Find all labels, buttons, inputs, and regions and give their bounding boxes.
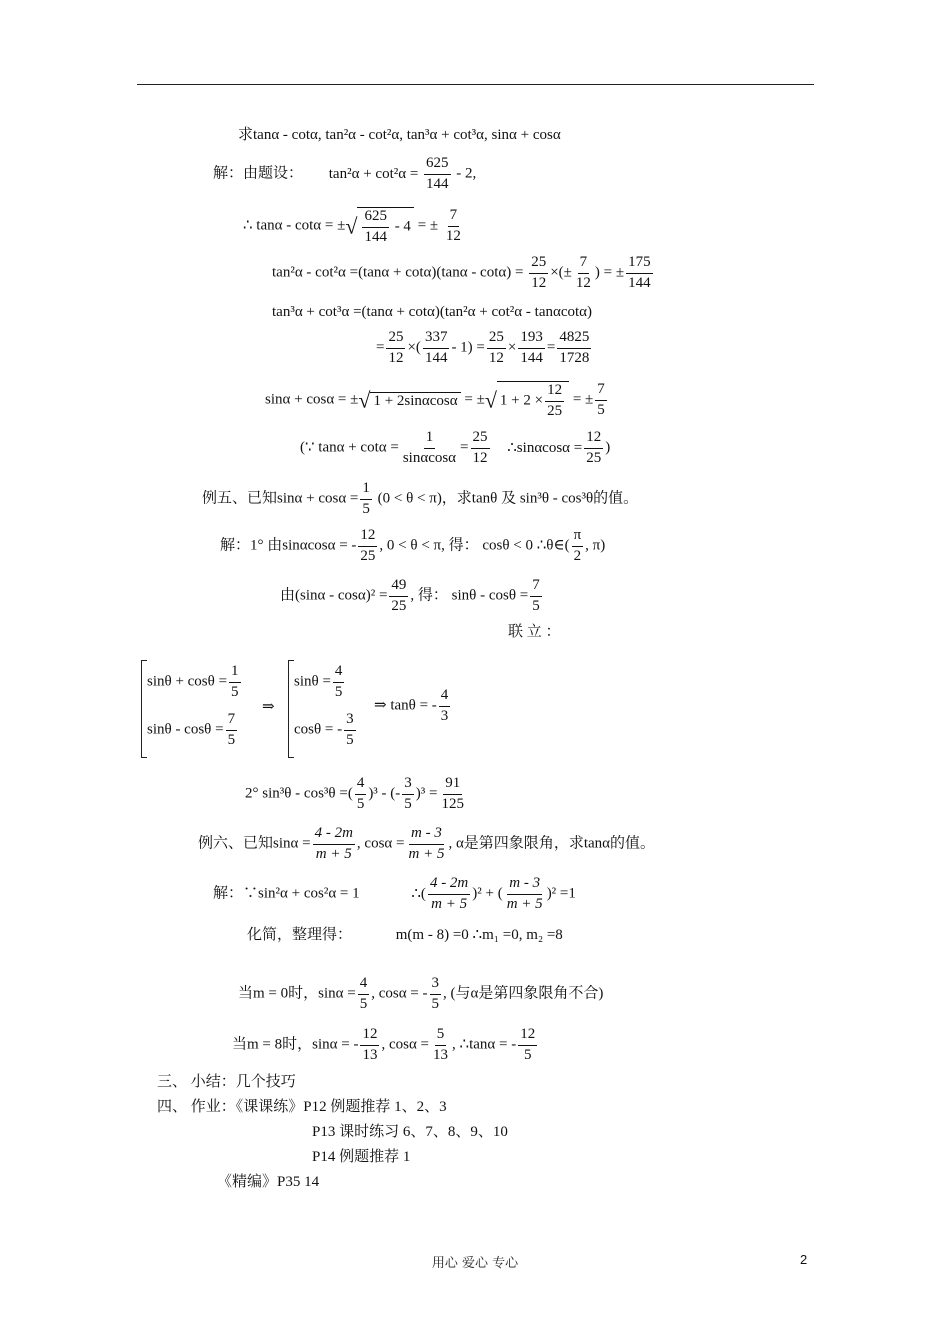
fraction: $\frac{25}{12}$ [531, 254, 547, 291]
fraction: $\frac{25}{12}$ [472, 429, 488, 466]
fraction: $\frac{m - 3}{m + 5}$ [408, 825, 445, 862]
example-six-case-1: 当m = 0时，sinα = $\frac{4}{5}$ , cosα = - $\frac{3}{5}$ , (与α是第四象限角不合) [238, 975, 604, 1012]
section-homework: 四、 作业：《课课练》P12 例题推荐 1、2、3 [157, 1099, 447, 1115]
fraction: $\frac{7}{5}$ [532, 577, 540, 614]
solution-step-5: = $\frac{25}{12}$ ×( $\frac{337}{144}$ - 1) = $\frac{25}{12}$ × $\frac{193}{144}$ = $\frac{4825}{1728}$ [376, 329, 590, 366]
fraction: $\frac{49}{25}$ [391, 577, 407, 614]
fraction: $\frac{25}{12}$ [388, 329, 404, 366]
example-six-solution-1: 解：∵sin²α + cos²α = 1 ∴( $\frac{4 - 2m}{m + 5}$ )² + ( $\frac{m - 3}{m + 5}$ )² =1 [213, 875, 576, 912]
implies-arrow-icon: ⇒ [262, 699, 275, 715]
expression: tan³α + cot³α =(tanα + cotα)(tan²α + cot²α - tanαcotα) [272, 304, 593, 320]
sqrt-body: 1 + 2 × $\frac{12}{25}$ [497, 381, 569, 420]
page-footer: 用心 爱心 专心 [431, 1256, 519, 1271]
fraction: $\frac{7}{12}$ [575, 254, 591, 291]
expression: ∴ tanα - cotα = ± [243, 217, 346, 234]
fraction: $\frac{12}{5}$ [520, 1026, 536, 1063]
system-1-eq-1: sinθ + cosθ = $\frac{1}{5}$ [147, 663, 239, 700]
fraction: $\frac{4}{3}$ [440, 687, 449, 724]
solution-step-2 [243, 207, 465, 246]
example-five: 例五、已知sinα + cosα = $\frac{1}{5}$ (0 < θ < π)，求tanθ 及 sin³θ - cos³θ的值。 [202, 480, 639, 517]
example-six-case-2: 当m = 8时，sinα = - $\frac{12}{13}$ , cosα = $\frac{5}{13}$ , ∴tanα = - $\frac{12}{5}$ [232, 1026, 536, 1063]
solution-step-1 [213, 156, 476, 193]
fraction: $\frac{4825}{1728}$ [559, 329, 590, 366]
fraction: $\frac{25}{12}$ [488, 329, 504, 366]
sqrt-icon: √ [358, 387, 371, 413]
header-rule [137, 84, 814, 85]
problem-list [238, 128, 561, 143]
fraction: $\frac{\pi}{2}$ [573, 527, 582, 564]
example-six: 例六、已知sinα = $\frac{4 - 2m}{m + 5}$ , cosα = $\frac{m - 3}{m + 5}$ , α是第四象限角，求tanα的值。 [198, 825, 655, 862]
solution-step-7: (∵ tanα + cotα = $\frac{1}{\sin\alpha\cos\alpha}$ = $\frac{25}{12}$ ∴sinαcosα = $\frac{12}{25}$ ) [300, 429, 611, 466]
homework-item: P14 例题推荐 1 [312, 1149, 411, 1165]
system-2-eq-2: cosθ = - $\frac{3}{5}$ [294, 711, 354, 748]
left-brace-icon [288, 660, 289, 758]
left-brace-icon [141, 660, 142, 758]
solution-label: 解：由题设： [213, 165, 304, 182]
homework-item: P13 课时练习 6、7、8、9、10 [312, 1124, 508, 1140]
homework-item: 《精编》P35 14 [217, 1174, 320, 1190]
expression: = ± [417, 217, 439, 234]
example-five-solution-1: 解：1° 由sinαcosα = - $\frac{12}{25}$ , 0 < θ < π, 得： cosθ < 0 ∴θ∈( $\frac{\pi}{2}$ , π) [220, 527, 606, 564]
fraction: $\frac{4 - 2m}{m + 5}$ [429, 875, 469, 912]
fraction: $\frac{3}{5}$ [346, 711, 354, 748]
sqrt-icon: √ [484, 387, 497, 413]
expression: tan²α + cot²α = [328, 165, 419, 182]
sqrt-icon: √ [345, 213, 358, 239]
fraction: $\frac{12}{25}$ [586, 429, 602, 466]
section-summary: 三、 小结：几个技巧 [157, 1074, 296, 1090]
sqrt-body: 1 + 2sinαcosα [370, 392, 460, 409]
fraction: $\frac{7}{5}$ [597, 381, 605, 418]
fraction: $\frac{12}{13}$ [362, 1026, 378, 1063]
fraction: $\frac{1}{5}$ [231, 663, 239, 700]
fraction: $\frac{175}{144}$ [628, 254, 651, 291]
fraction: $\frac{337}{144}$ [424, 329, 448, 366]
expression-tail: - 2, [456, 165, 477, 182]
fraction: $\frac{193}{144}$ [520, 329, 543, 366]
fraction: $\frac{3}{5}$ [431, 975, 440, 1012]
fraction: $\frac{625}{144}$ [426, 155, 449, 192]
fraction: $\frac{1}{\sin\alpha\cos\alpha}$ [402, 429, 457, 466]
solution-step-3: tan²α - cot²α =(tanα + cotα)(tanα - cotα) = $\frac{25}{12}$ ×(± $\frac{7}{12}$ ) = ± $\frac{175}{144}$ [272, 254, 651, 291]
fraction: $\frac{12}{25}$ [360, 527, 376, 564]
combine-label: 联 立 ： [508, 624, 561, 640]
fraction: $\frac{4}{5}$ [334, 663, 343, 700]
solution-step-4 [272, 305, 592, 320]
sqrt-body: $\frac{625}{144}$ - 4 [357, 207, 414, 246]
fraction: $\frac{3}{5}$ [404, 775, 412, 812]
fraction: $\frac{4}{5}$ [356, 775, 365, 812]
fraction: $\frac{5}{13}$ [433, 1026, 449, 1063]
fraction: $\frac{4}{5}$ [359, 975, 368, 1012]
fraction: $\frac{7}{5}$ [227, 711, 236, 748]
fraction: $\frac{m - 3}{m + 5}$ [506, 875, 543, 912]
fraction: $\frac{4 - 2m}{m + 5}$ [314, 825, 353, 862]
solution-step-6: sinα + cosα = ±√ 1 + 2sinαcosα = ±√ 1 + 2 × $\frac{12}{25}$ = ± $\frac{7}{5}$ [265, 381, 605, 419]
fraction: $\frac{91}{125}$ [441, 775, 464, 812]
system-1-eq-2: sinθ - cosθ = $\frac{7}{5}$ [147, 711, 236, 748]
expression: tan²α - cot²α =(tanα + cotα)(tanα - cotα) = [272, 264, 524, 281]
example-five-solution-3: 2° sin³θ - cos³θ =( $\frac{4}{5}$ )³ - (- $\frac{3}{5}$ )³ = $\frac{91}{125}$ [245, 775, 464, 812]
fraction: $\frac{7}{12}$ [445, 207, 461, 244]
fraction: $\frac{1}{5}$ [362, 480, 370, 517]
example-six-solution-2: 化简，整理得： m(m - 8) =0 ∴m₁ =0, m₂ =8 [247, 927, 563, 943]
page-number: 2 [800, 1252, 808, 1267]
example-five-solution-2: 由(sinα - cosα)² = $\frac{49}{25}$ , 得： sinθ - cosθ = $\frac{7}{5}$ [280, 577, 540, 614]
system-2-eq-1: sinθ = $\frac{4}{5}$ [294, 663, 343, 700]
system-result: ⇒ tanθ = - $\frac{4}{3}$ [374, 687, 449, 724]
problem-list-text: 求tanα - cotα, tan²α - cot²α, tan³α + cot³α, sinα + cosα [238, 127, 561, 143]
